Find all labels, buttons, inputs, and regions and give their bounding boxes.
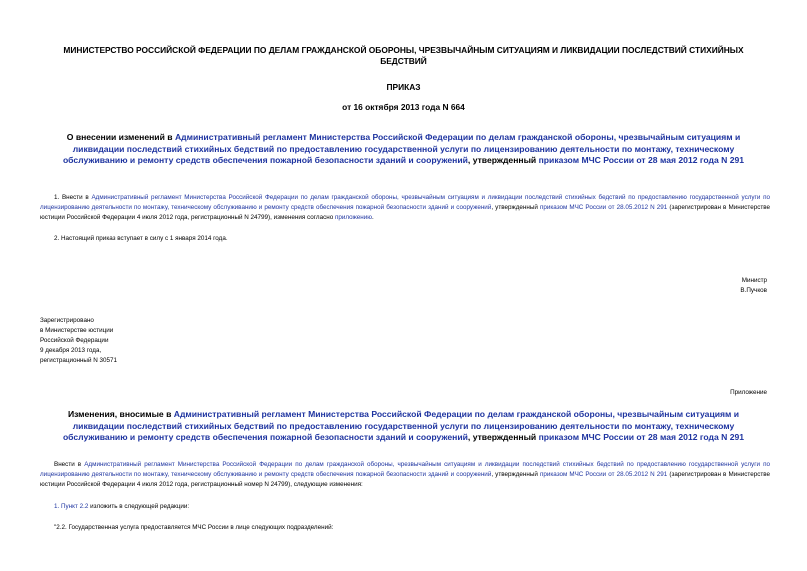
- registration-line-5: регистрационный N 30571: [40, 357, 118, 364]
- paragraph-3-start: Внести в: [54, 461, 85, 468]
- paragraph-3-end: (зарегистрирован в Министерстве юстиции Российской Федерации 4 июля 2012 года, регистрационный номер N 24799), следующие изменения:: [40, 471, 771, 488]
- paragraph-1-mid2: (зарегистрирован в Министерстве юстиции Российской Федерации 4 июля 2012 года, регистрационный N 24799), изменения согласно: [40, 204, 771, 221]
- signature-role: Министр: [741, 277, 767, 284]
- order-title: [50, 132, 757, 167]
- appendix-label: Приложение: [730, 389, 767, 396]
- changes-regulation-link[interactable]: Административный регламент Министерства Российской Федерации по делам гражданской обороны, чрезвычайным ситуациям и ликвидации последствий стихийных бедствий по предоставлению государственной услуги по лицензированию деятельности по монтажу, техническому обслуживанию и ремонту средств обеспечения пожарной безопасности зданий и сооружений: [62, 409, 740, 442]
- signature-name: В.Пучков: [740, 287, 767, 294]
- ministry-heading: МИНИСТЕРСТВО РОССИЙСКОЙ ФЕДЕРАЦИИ ПО ДЕЛАМ ГРАЖДАНСКОЙ ОБОРОНЫ, ЧРЕЗВЫЧАЙНЫМ СИТУАЦИЯМ И ЛИКВИДАЦИИ ПОСЛЕДСТВИЙ СТИХИЙНЫХ БЕДСТВИЙ: [63, 45, 744, 66]
- paragraph-2: 2. Настоящий приказ вступает в силу с 1 января 2014 года.: [54, 235, 228, 242]
- paragraph-4-end: изложить в следующей редакции:: [88, 503, 190, 510]
- appendix-link[interactable]: приложению: [334, 214, 373, 221]
- registration-line-3: Российской Федерации: [40, 337, 109, 344]
- paragraph-1-mid: , утвержденный: [491, 204, 540, 211]
- paragraph-1-end: .: [372, 214, 374, 221]
- paragraph-4: [54, 502, 754, 512]
- order-title-middle: , утвержденный: [467, 155, 539, 165]
- signature-block: [740, 276, 767, 296]
- registration-block: [40, 316, 117, 366]
- paragraph-3-order-link[interactable]: приказом МЧС России от 28.05.2012 N 291: [539, 471, 668, 478]
- paragraph-5: "2.2. Государственная услуга предоставляется МЧС России в лице следующих подразделений:: [54, 524, 334, 531]
- paragraph-1-regulation-link[interactable]: Административный регламент Министерства Российской Федерации по делам гражданской обороны, чрезвычайным ситуациям и ликвидации последствий стихийных бедствий по предоставлению государственной услуги по лицензированию деятельности по монтажу, техническому обслуживанию и ремонту средств обеспечения пожарной безопасности зданий и сооружений: [40, 194, 770, 211]
- paragraph-1: [40, 193, 770, 223]
- changes-order-291-link[interactable]: приказом МЧС России от 28 мая 2012 года N 291: [538, 432, 745, 442]
- paragraph-3-mid: , утвержденный: [491, 471, 540, 478]
- registration-line-2: в Министерстве юстиции: [40, 327, 114, 334]
- changes-title-prefix: Изменения, вносимые в: [67, 409, 174, 419]
- doc-type-heading: ПРИКАЗ: [386, 82, 421, 92]
- changes-title-middle: , утвержденный: [467, 432, 539, 442]
- regulation-link[interactable]: Административный регламент Министерства Российской Федерации по делам гражданской обороны, чрезвычайным ситуациям и ликвидации последствий стихийных бедствий по предоставлению государственной услуги по лицензированию деятельности по монтажу, техническому обслуживанию и ремонту средств обеспечения пожарной безопасности зданий и сооружений: [62, 132, 741, 165]
- clause-2-2-link[interactable]: 1. Пункт 2.2: [54, 503, 89, 510]
- paragraph-1-order-link[interactable]: приказом МЧС России от 28.05.2012 N 291: [539, 204, 668, 211]
- order-date-number: от 16 октября 2013 года N 664: [342, 102, 465, 112]
- registration-line-4: 9 декабря 2013 года,: [40, 347, 102, 354]
- registration-line-1: Зарегистрировано: [40, 317, 94, 324]
- changes-title: [50, 409, 757, 444]
- paragraph-1-start: 1. Внести в: [54, 194, 92, 201]
- paragraph-3: [40, 460, 770, 490]
- order-291-link[interactable]: приказом МЧС России от 28 мая 2012 года N 291: [538, 155, 745, 165]
- paragraph-3-regulation-link[interactable]: Административный регламент Министерства Российской Федерации по делам гражданской обороны, чрезвычайным ситуациям и ликвидации последствий стихийных бедствий по предоставлению государственной услуги по лицензированию деятельности по монтажу, техническому обслуживанию и ремонту средств обеспечения пожарной безопасности зданий и сооружений: [40, 461, 771, 478]
- order-title-prefix: О внесении изменений в: [66, 132, 175, 142]
